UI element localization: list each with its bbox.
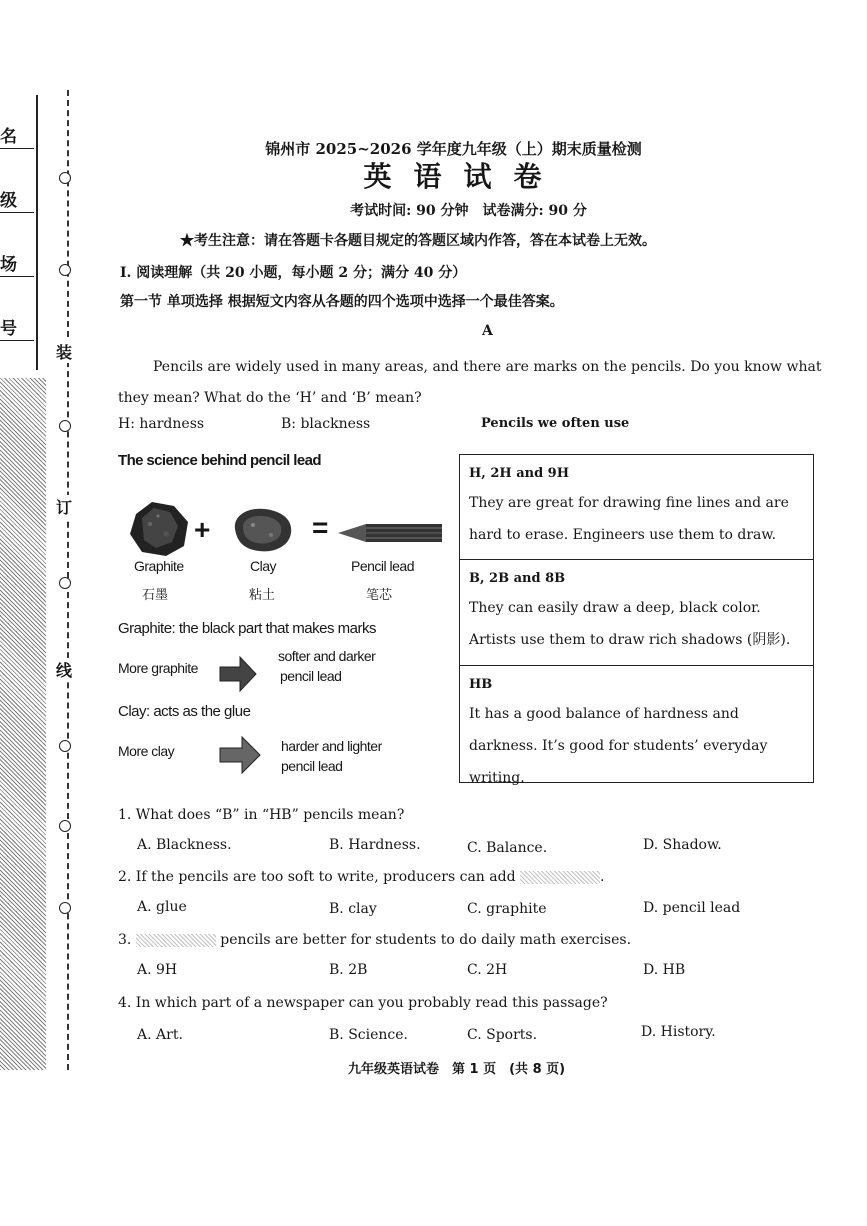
question-3-number: 3. bbox=[118, 932, 132, 948]
q4-option-b: B. Science. bbox=[329, 1027, 408, 1043]
table-cell-heading: HB bbox=[469, 677, 493, 692]
q4-option-a: A. Art. bbox=[137, 1027, 183, 1043]
arrow-right-icon bbox=[218, 654, 258, 694]
side-char-zhuang: 装 bbox=[56, 340, 72, 363]
harder-label-2: pencil lead bbox=[281, 758, 343, 774]
pencil-lead-label: Pencil lead bbox=[351, 558, 414, 574]
more-graphite-label: More graphite bbox=[118, 660, 198, 676]
q2-option-c: C. graphite bbox=[467, 901, 547, 917]
q3-option-a: A. 9H bbox=[137, 962, 178, 978]
equals-sign: = bbox=[312, 512, 329, 543]
clay-definition: Clay: acts as the glue bbox=[118, 703, 251, 720]
question-3-stem: pencils are better for students to do daily math exercises. bbox=[220, 932, 632, 948]
graphite-definition: Graphite: the black part that makes marks bbox=[118, 620, 376, 637]
binding-line bbox=[0, 276, 34, 277]
answer-blank bbox=[520, 871, 600, 884]
table-caption: Pencils we often use bbox=[481, 416, 630, 431]
infographic-title: The science behind pencil lead bbox=[118, 452, 321, 469]
binding-label-class: 级 bbox=[0, 191, 17, 211]
exam-info: 考试时间: 90 分钟 试卷满分: 90 分 bbox=[350, 203, 587, 219]
pencil-types-table bbox=[459, 454, 814, 786]
answer-blank bbox=[136, 934, 216, 947]
binding-hole bbox=[59, 577, 71, 589]
question-2-end: . bbox=[599, 869, 605, 885]
question-3 bbox=[118, 932, 631, 948]
page-footer: 九年级英语试卷 第 1 页 (共 8 页) bbox=[348, 1062, 566, 1077]
pencil-lead-image bbox=[336, 518, 444, 548]
binding-hole bbox=[59, 264, 71, 276]
table-cell-hb bbox=[460, 665, 813, 786]
binding-hole bbox=[59, 820, 71, 832]
q2-option-a: A. glue bbox=[137, 899, 187, 915]
hatched-margin bbox=[0, 378, 46, 1070]
b-definition: B: blackness bbox=[281, 416, 371, 432]
q2-option-d: D. pencil lead bbox=[643, 900, 741, 916]
q1-option-b: B. Hardness. bbox=[329, 837, 421, 853]
q1-option-d: D. Shadow. bbox=[643, 837, 722, 853]
q4-option-d: D. History. bbox=[641, 1024, 716, 1040]
q3-option-d: D. HB bbox=[643, 962, 686, 978]
side-char-xian: 线 bbox=[56, 658, 72, 681]
q1-option-a: A. Blackness. bbox=[137, 837, 232, 853]
table-cell-h bbox=[460, 455, 813, 559]
exam-notice: ★考生注意：请在答题卡各题目规定的答题区域内作答，答在本试卷上无效。 bbox=[180, 233, 656, 249]
binding-label-room: 场 bbox=[0, 255, 17, 275]
passage-label: A bbox=[482, 323, 493, 339]
pencil-lead-label-cn: 笔芯 bbox=[366, 588, 393, 603]
question-4: 4. In which part of a newspaper can you probably read this passage? bbox=[118, 995, 608, 1011]
binding-hole bbox=[59, 902, 71, 914]
table-cell-b bbox=[460, 559, 813, 665]
more-clay-label: More clay bbox=[118, 743, 175, 759]
clay-image bbox=[229, 505, 295, 555]
binding-hole bbox=[59, 740, 71, 752]
binding-line bbox=[0, 340, 34, 341]
section-heading: I. 阅读理解（共 20 小题，每小题 2 分；满分 40 分） bbox=[120, 265, 467, 281]
section-instruction: 第一节 单项选择 根据短文内容从各题的四个选项中选择一个最佳答案。 bbox=[120, 294, 564, 310]
question-1: 1. What does “B” in “HB” pencils mean? bbox=[118, 807, 405, 823]
q3-option-b: B. 2B bbox=[329, 962, 368, 978]
exam-title: 英语试卷 bbox=[363, 160, 564, 193]
q4-option-c: C. Sports. bbox=[467, 1027, 538, 1043]
arrow-right-icon bbox=[218, 734, 262, 776]
plus-sign: + bbox=[194, 514, 211, 545]
table-cell-text: They are great for drawing fine lines and are hard to erase. Engineers use them to draw. bbox=[469, 495, 789, 543]
binding-hole bbox=[59, 420, 71, 432]
h-definition: H: hardness bbox=[118, 416, 205, 432]
table-cell-heading: H, 2H and 9H bbox=[469, 466, 570, 481]
question-2 bbox=[118, 869, 604, 885]
q1-option-c: C. Balance. bbox=[467, 840, 548, 856]
graphite-label-cn: 石墨 bbox=[142, 588, 169, 603]
question-2-stem: 2. If the pencils are too soft to write, producers can add bbox=[118, 869, 516, 885]
table-cell-text: They can easily draw a deep, black color. Artists use them to draw rich shadows (阴影). bbox=[469, 600, 791, 648]
graphite-label: Graphite bbox=[134, 558, 184, 574]
binding-label-number: 号 bbox=[0, 319, 17, 339]
harder-label: harder and lighter bbox=[281, 738, 382, 754]
clay-label: Clay bbox=[250, 558, 277, 574]
exam-header: 锦州市 2025~2026 学年度九年级（上）期末质量检测 bbox=[265, 140, 642, 158]
side-char-ding: 订 bbox=[56, 495, 72, 518]
binding-label-name: 名 bbox=[0, 127, 17, 147]
table-cell-text: It has a good balance of hardness and darkness. It’s good for students’ everyday writing. bbox=[469, 706, 768, 786]
q3-option-c: C. 2H bbox=[467, 962, 508, 978]
clay-label-cn: 粘土 bbox=[249, 588, 276, 603]
graphite-image bbox=[128, 500, 190, 558]
softer-label-2: pencil lead bbox=[280, 668, 342, 684]
softer-label: softer and darker bbox=[278, 648, 376, 664]
passage-intro: Pencils are widely used in many areas, and there are marks on the pencils. Do you know what they mean? What do the ‘H’ and ‘B’ mean? bbox=[118, 359, 822, 406]
table-cell-heading: B, 2B and 8B bbox=[469, 571, 566, 586]
q2-option-b: B. clay bbox=[329, 901, 377, 917]
